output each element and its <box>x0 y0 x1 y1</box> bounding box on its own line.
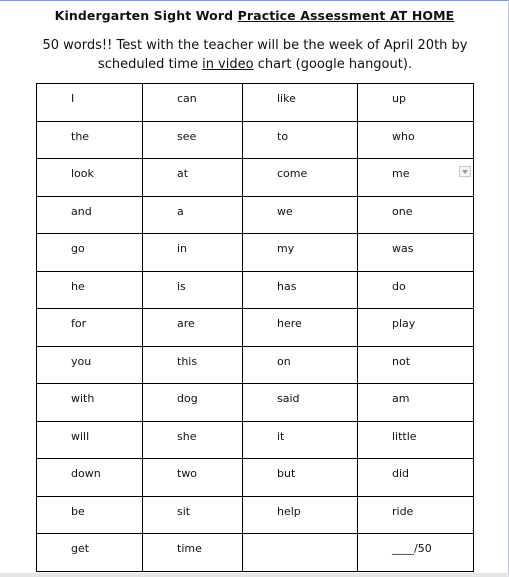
word-cell[interactable] <box>243 459 358 497</box>
window-top-border <box>0 0 509 1</box>
title-part2: Practice Assessment AT HOME <box>237 8 455 23</box>
sight-word: can <box>177 92 197 105</box>
word-cell[interactable] <box>37 309 143 347</box>
word-cell[interactable] <box>358 196 474 234</box>
table-row <box>37 534 474 572</box>
word-cell[interactable] <box>143 84 243 122</box>
intro-pre-link: scheduled time <box>97 57 203 72</box>
table-row <box>37 159 474 197</box>
sight-word: on <box>277 354 291 368</box>
word-cell[interactable] <box>143 496 243 534</box>
sight-word: come <box>277 167 308 180</box>
table-row <box>37 459 474 497</box>
in-video-link[interactable]: in video <box>202 57 254 72</box>
sight-word: ____/50 <box>392 542 432 555</box>
word-cell[interactable] <box>37 384 143 422</box>
sight-word: up <box>392 92 406 105</box>
word-cell[interactable] <box>358 421 474 459</box>
sight-word: was <box>392 242 414 255</box>
sight-word: has <box>277 279 297 293</box>
sight-word: down <box>71 467 101 480</box>
word-cell[interactable] <box>37 121 143 159</box>
sight-word: and <box>71 204 92 218</box>
word-cell[interactable] <box>243 346 358 384</box>
word-cell[interactable] <box>37 346 143 384</box>
word-cell[interactable] <box>37 271 143 309</box>
word-cell[interactable] <box>143 159 243 197</box>
word-cell[interactable] <box>243 496 358 534</box>
sight-word: it <box>277 429 285 443</box>
intro-paragraph <box>30 36 480 74</box>
sight-word: in <box>177 242 188 255</box>
word-cell[interactable] <box>358 459 474 497</box>
sight-word: with <box>71 392 95 405</box>
sight-word: time <box>177 542 202 555</box>
table-row <box>37 121 474 159</box>
sight-word: not <box>392 354 411 368</box>
sight-word-table <box>36 83 474 572</box>
cell-dropdown-icon[interactable] <box>459 166 471 177</box>
intro-line-2 <box>30 55 480 74</box>
word-cell[interactable] <box>243 309 358 347</box>
sight-word: little <box>392 429 417 443</box>
sight-word: at <box>177 167 189 180</box>
word-cell[interactable] <box>358 309 474 347</box>
word-cell[interactable] <box>143 421 243 459</box>
intro-post-link: chart (google hangout). <box>253 57 413 72</box>
sight-word: a <box>177 204 184 218</box>
sight-word: she <box>177 429 197 443</box>
word-cell[interactable] <box>243 271 358 309</box>
table-row <box>37 346 474 384</box>
sight-word: ride <box>392 504 414 518</box>
word-cell[interactable] <box>143 346 243 384</box>
sight-word: get <box>71 542 90 555</box>
table-row <box>37 234 474 272</box>
sight-word: who <box>392 129 415 143</box>
sight-word: will <box>71 429 90 443</box>
sight-word: did <box>392 467 410 480</box>
word-cell[interactable] <box>358 384 474 422</box>
sight-word: me <box>392 167 410 180</box>
sight-word: dog <box>177 392 198 405</box>
word-cell[interactable] <box>143 459 243 497</box>
sight-word: the <box>71 129 90 143</box>
word-cell[interactable] <box>358 84 474 122</box>
sight-word: one <box>392 204 413 218</box>
word-cell[interactable] <box>358 271 474 309</box>
sight-word: go <box>71 242 85 255</box>
sight-word: see <box>177 129 197 143</box>
sight-word: like <box>277 92 296 105</box>
word-cell[interactable] <box>358 121 474 159</box>
intro-line-1: 50 words!! Test with the teacher will be the week of April 20th by <box>42 38 468 53</box>
word-cell[interactable] <box>243 121 358 159</box>
word-cell[interactable] <box>37 459 143 497</box>
sight-word: two <box>177 467 198 480</box>
sight-word: sit <box>177 504 191 518</box>
word-cell[interactable] <box>243 534 358 572</box>
word-cell[interactable] <box>358 534 474 572</box>
word-cell[interactable] <box>143 271 243 309</box>
table-row <box>37 384 474 422</box>
word-cell[interactable] <box>358 496 474 534</box>
sight-word: play <box>392 317 416 330</box>
word-cell[interactable] <box>37 534 143 572</box>
sight-word: I <box>71 92 75 105</box>
sight-word: is <box>177 279 186 293</box>
word-cell[interactable] <box>243 234 358 272</box>
word-cell[interactable] <box>143 534 243 572</box>
sight-word: here <box>277 317 302 330</box>
word-cell[interactable] <box>37 196 143 234</box>
sight-word: this <box>177 354 198 368</box>
word-cell[interactable] <box>37 159 143 197</box>
table-row <box>37 84 474 122</box>
sight-word: you <box>71 354 92 368</box>
word-cell[interactable] <box>243 84 358 122</box>
word-cell[interactable] <box>37 234 143 272</box>
sight-word <box>277 534 357 542</box>
sight-word: am <box>392 392 410 405</box>
word-cell[interactable] <box>143 309 243 347</box>
sight-word: look <box>71 167 94 180</box>
title-part1: Kindergarten Sight Word <box>54 8 238 23</box>
sight-word: do <box>392 279 406 293</box>
word-cell[interactable] <box>37 421 143 459</box>
sight-word: said <box>277 392 300 405</box>
word-cell[interactable] <box>243 421 358 459</box>
word-cell[interactable] <box>37 496 143 534</box>
word-cell[interactable] <box>143 121 243 159</box>
page-title <box>0 8 509 23</box>
word-cell[interactable] <box>358 346 474 384</box>
word-cell[interactable] <box>243 196 358 234</box>
sight-word: be <box>71 504 85 518</box>
table-row <box>37 271 474 309</box>
sight-word: but <box>277 467 296 480</box>
table-row <box>37 196 474 234</box>
word-cell[interactable] <box>143 384 243 422</box>
sight-word: for <box>71 317 87 330</box>
word-cell[interactable] <box>243 384 358 422</box>
word-cell[interactable] <box>143 196 243 234</box>
word-cell[interactable] <box>358 234 474 272</box>
sight-word: help <box>277 504 301 518</box>
sight-word: he <box>71 279 85 293</box>
sight-word: to <box>277 129 289 143</box>
sight-word: we <box>277 204 293 218</box>
table-row <box>37 421 474 459</box>
table-row <box>37 496 474 534</box>
word-cell[interactable] <box>37 84 143 122</box>
word-cell[interactable] <box>243 159 358 197</box>
sight-word: are <box>177 317 195 330</box>
sight-word: my <box>277 242 295 255</box>
word-cell[interactable] <box>143 234 243 272</box>
table-row <box>37 309 474 347</box>
word-cell[interactable] <box>358 159 474 197</box>
bottom-scroll-edge <box>0 573 509 577</box>
